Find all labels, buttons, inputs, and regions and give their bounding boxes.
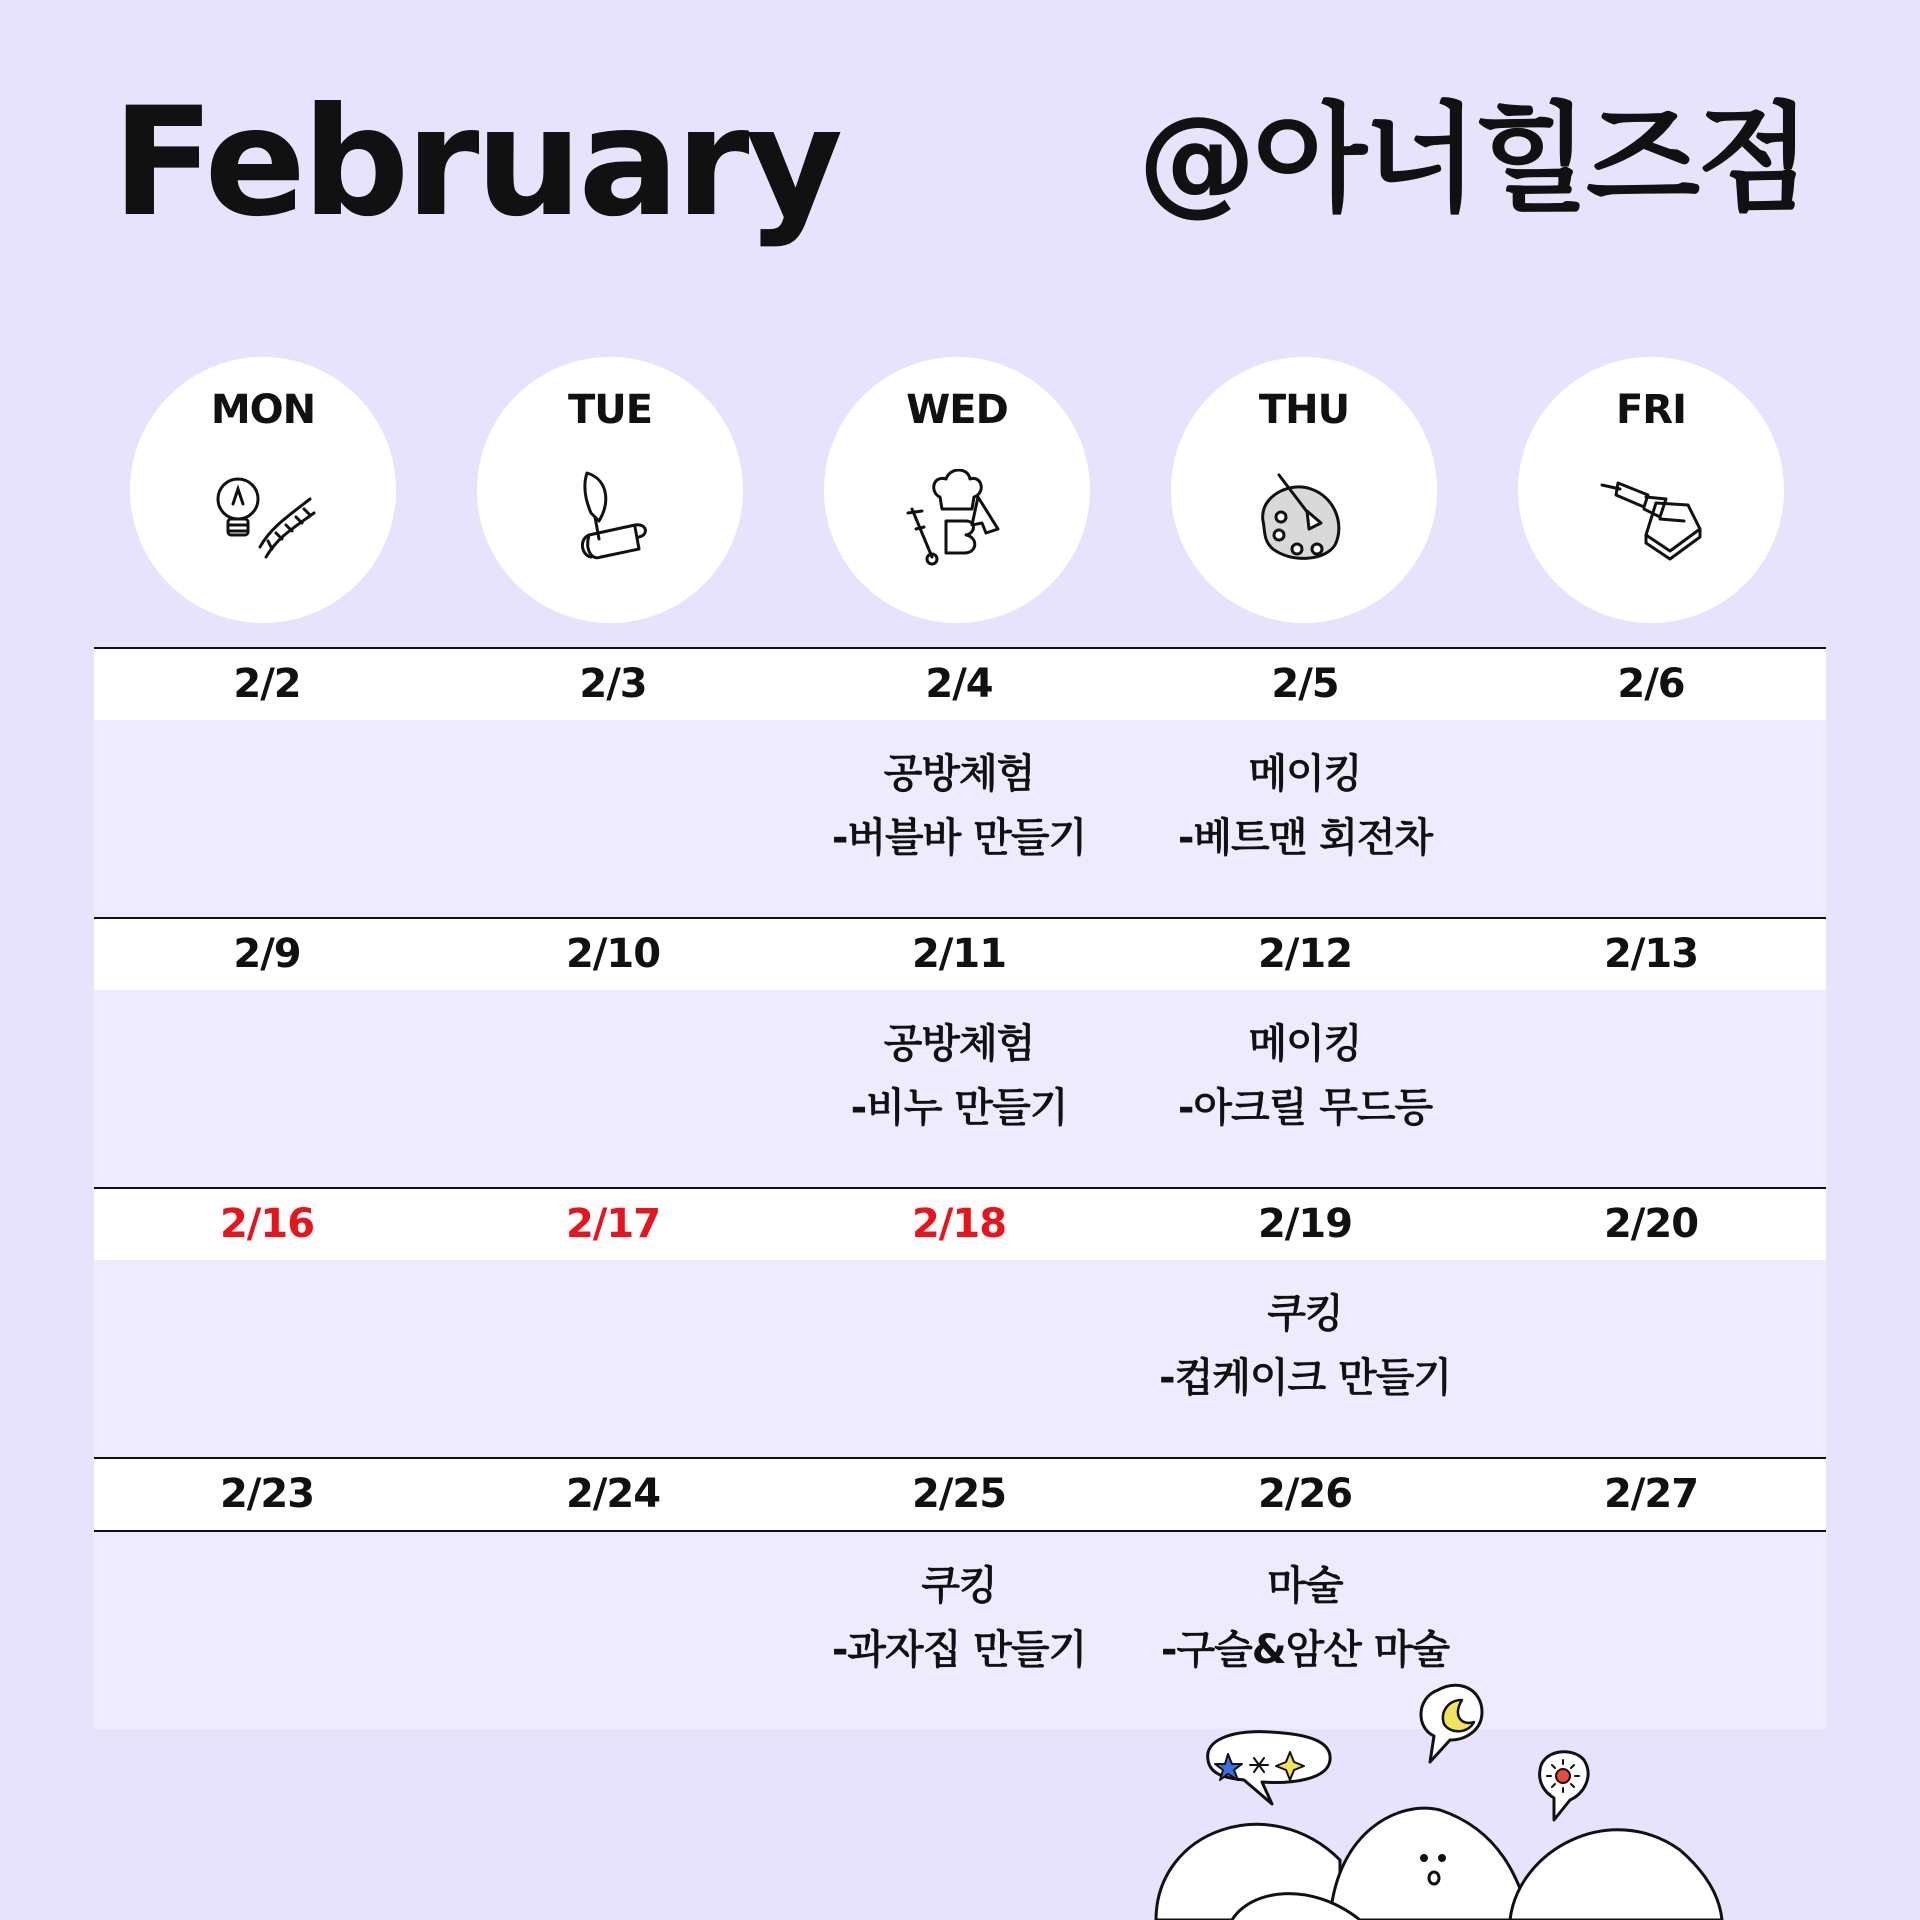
date-row — [94, 1457, 1826, 1530]
date-cell: 2/24 — [565, 1471, 661, 1517]
event-title: 쿠킹 — [1267, 1291, 1343, 1337]
date-cell: 2/20 — [1603, 1201, 1699, 1247]
day-label: WED — [906, 387, 1008, 433]
day-label: MON — [210, 387, 316, 433]
date-cell: 2/4 — [925, 661, 993, 707]
event-cell — [1132, 1282, 1478, 1410]
date-cell: 2/5 — [1271, 661, 1339, 707]
day-label: TUE — [567, 387, 653, 433]
calendar-grid — [94, 647, 1826, 1727]
date-cell: 2/23 — [219, 1471, 315, 1517]
event-detail: -구슬&암산 마술 — [1160, 1627, 1450, 1673]
day-circle-tue — [477, 357, 743, 623]
glue-gun-icon — [1596, 469, 1706, 569]
day-label: THU — [1258, 387, 1350, 433]
day-label: FRI — [1615, 387, 1686, 433]
holiday-date-cell: 2/18 — [911, 1201, 1007, 1247]
mascot-illustration — [1140, 1680, 1740, 1920]
page-title: February — [112, 76, 840, 250]
event-row — [94, 720, 1826, 917]
week-row — [94, 1187, 1826, 1457]
weekday-header — [130, 357, 1786, 627]
day-circle-thu — [1171, 357, 1437, 623]
event-title: 공방체험 — [883, 1021, 1035, 1067]
week-row — [94, 647, 1826, 917]
event-cell — [786, 1012, 1132, 1140]
date-cell: 2/12 — [1257, 931, 1353, 977]
event-title: 마술 — [1267, 1563, 1343, 1609]
date-cell: 2/6 — [1617, 661, 1685, 707]
date-row — [94, 917, 1826, 990]
paint-palette-icon — [1249, 469, 1359, 569]
chef-hat-alphabet-icon — [902, 469, 1012, 569]
date-row — [94, 647, 1826, 720]
event-cell — [786, 1554, 1132, 1682]
event-cell — [1132, 742, 1478, 870]
date-cell: 2/19 — [1257, 1201, 1353, 1247]
event-cell — [1132, 1554, 1478, 1682]
event-title: 메이킹 — [1248, 751, 1362, 797]
date-row — [94, 1187, 1826, 1260]
date-cell: 2/10 — [565, 931, 661, 977]
date-cell: 2/3 — [579, 661, 647, 707]
date-cell: 2/9 — [233, 931, 301, 977]
event-cell — [1132, 1012, 1478, 1140]
event-detail: -과자집 만들기 — [831, 1627, 1087, 1673]
date-cell: 2/26 — [1257, 1471, 1353, 1517]
event-row — [94, 1260, 1826, 1457]
event-title: 쿠킹 — [921, 1563, 997, 1609]
date-cell: 2/11 — [911, 931, 1007, 977]
event-detail: -베트맨 회전차 — [1177, 815, 1433, 861]
holiday-date-cell: 2/16 — [219, 1201, 315, 1247]
date-cell: 2/27 — [1603, 1471, 1699, 1517]
date-cell: 2/13 — [1603, 931, 1699, 977]
holiday-date-cell: 2/17 — [565, 1201, 661, 1247]
event-cell — [786, 742, 1132, 870]
day-circle-fri — [1518, 357, 1784, 623]
day-circle-mon — [130, 357, 396, 623]
day-circle-wed — [824, 357, 1090, 623]
week-row — [94, 917, 1826, 1187]
event-detail: -컵케이크 만들기 — [1158, 1355, 1451, 1401]
quill-scroll-icon — [555, 469, 665, 569]
event-detail: -아크릴 무드등 — [1177, 1085, 1433, 1131]
date-cell: 2/2 — [233, 661, 301, 707]
lightbulb-dna-icon — [208, 469, 318, 569]
branch-name: @아너힐즈점 — [1138, 90, 1808, 228]
event-title: 메이킹 — [1248, 1021, 1362, 1067]
date-cell: 2/25 — [911, 1471, 1007, 1517]
event-detail: -버블바 만들기 — [831, 815, 1087, 861]
event-title: 공방체험 — [883, 751, 1035, 797]
event-detail: -비누 만들기 — [850, 1085, 1068, 1131]
event-row — [94, 990, 1826, 1187]
